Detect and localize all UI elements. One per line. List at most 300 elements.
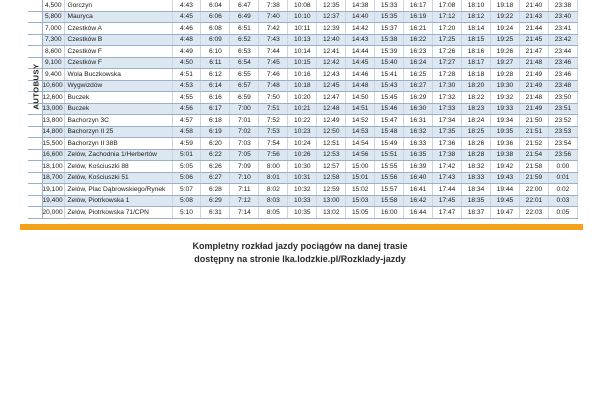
departure-time-cell: 15:57 [375, 184, 404, 196]
departure-time-cell: 16:29 [404, 92, 433, 104]
stop-name-cell: Gorczyn [64, 0, 172, 11]
stop-name-cell: Bachorzyn 3C [64, 115, 172, 127]
departure-time-cell: 17:33 [433, 103, 462, 115]
departure-time-cell: 16:27 [404, 80, 433, 92]
departure-time-cell: 15:47 [375, 115, 404, 127]
distance-cell: 13,800 [42, 115, 64, 127]
departure-time-cell: 15:46 [375, 103, 404, 115]
departure-time-cell: 0:03 [548, 195, 577, 207]
departure-time-cell: 19:42 [490, 161, 519, 173]
departure-time-cell: 6:20 [201, 138, 230, 150]
departure-time-cell: 13:02 [317, 207, 346, 219]
departure-time-cell: 12:51 [317, 138, 346, 150]
departure-time-cell: 7:02 [230, 126, 259, 138]
distance-cell: 15,500 [42, 138, 64, 150]
departure-time-cell: 4:56 [172, 103, 201, 115]
departure-time-cell: 15:05 [346, 207, 375, 219]
departure-time-cell: 16:00 [375, 207, 404, 219]
departure-time-cell: 17:30 [433, 80, 462, 92]
departure-time-cell: 17:08 [433, 0, 462, 11]
departure-time-cell: 18:20 [462, 80, 491, 92]
section-column-cell [28, 138, 42, 150]
departure-time-cell: 18:17 [462, 57, 491, 69]
departure-time-cell: 12:58 [317, 172, 346, 184]
timetable-table [28, 0, 578, 219]
departure-time-cell: 7:10 [230, 172, 259, 184]
departure-time-cell: 4:59 [172, 138, 201, 150]
departure-time-cell: 19:47 [490, 207, 519, 219]
departure-time-cell: 23:54 [548, 138, 577, 150]
distance-cell: 19,400 [42, 195, 64, 207]
departure-time-cell: 23:41 [548, 23, 577, 35]
distance-cell: 4,500 [42, 0, 64, 11]
departure-time-cell: 6:29 [201, 195, 230, 207]
departure-time-cell: 12:37 [317, 11, 346, 23]
departure-time-cell: 7:38 [259, 0, 288, 11]
section-column-cell [28, 161, 42, 173]
departure-time-cell: 14:52 [346, 115, 375, 127]
departure-time-cell: 15:48 [375, 126, 404, 138]
departure-time-cell: 0:00 [548, 161, 577, 173]
departure-time-cell: 5:06 [172, 172, 201, 184]
departure-time-cell: 19:27 [490, 57, 519, 69]
departure-time-cell: 6:17 [201, 103, 230, 115]
departure-time-cell: 16:41 [404, 184, 433, 196]
departure-time-cell: 12:42 [317, 57, 346, 69]
departure-time-cell: 15:02 [346, 184, 375, 196]
departure-time-cell: 22:00 [519, 184, 548, 196]
departure-time-cell: 6:14 [201, 80, 230, 92]
departure-time-cell: 7:45 [259, 57, 288, 69]
departure-time-cell: 17:35 [433, 126, 462, 138]
departure-time-cell: 6:18 [201, 115, 230, 127]
table-row [28, 34, 578, 46]
departure-time-cell: 7:05 [230, 149, 259, 161]
departure-time-cell: 14:56 [346, 149, 375, 161]
departure-time-cell: 14:45 [346, 57, 375, 69]
departure-time-cell: 19:26 [490, 46, 519, 58]
stop-name-cell: Czestków A [64, 23, 172, 35]
departure-time-cell: 6:08 [201, 23, 230, 35]
departure-time-cell: 17:36 [433, 138, 462, 150]
departure-time-cell: 0:05 [548, 207, 577, 219]
departure-time-cell: 18:23 [462, 103, 491, 115]
departure-time-cell: 23:52 [548, 115, 577, 127]
departure-time-cell: 23:40 [548, 11, 577, 23]
departure-time-cell: 10:11 [288, 23, 317, 35]
departure-time-cell: 15:39 [375, 46, 404, 58]
departure-time-cell: 4:57 [172, 115, 201, 127]
departure-time-cell: 16:42 [404, 195, 433, 207]
departure-time-cell: 15:51 [375, 149, 404, 161]
departure-time-cell: 19:28 [490, 69, 519, 81]
table-row [28, 0, 578, 11]
departure-time-cell: 19:33 [490, 103, 519, 115]
departure-time-cell: 15:00 [346, 161, 375, 173]
departure-time-cell: 21:43 [519, 11, 548, 23]
departure-time-cell: 14:42 [346, 23, 375, 35]
departure-time-cell: 12:43 [317, 69, 346, 81]
departure-time-cell: 17:43 [433, 172, 462, 184]
stop-name-cell: Buczek [64, 103, 172, 115]
section-column-cell [28, 149, 42, 161]
departure-time-cell: 4:55 [172, 92, 201, 104]
departure-time-cell: 4:50 [172, 57, 201, 69]
distance-cell: 19,100 [42, 184, 64, 196]
departure-time-cell: 10:13 [288, 34, 317, 46]
departure-time-cell: 18:18 [462, 69, 491, 81]
departure-time-cell: 19:36 [490, 138, 519, 150]
departure-time-cell: 18:32 [462, 161, 491, 173]
departure-time-cell: 8:01 [259, 172, 288, 184]
stop-name-cell: Czestków B [64, 34, 172, 46]
departure-time-cell: 14:44 [346, 46, 375, 58]
departure-time-cell: 21:49 [519, 80, 548, 92]
departure-time-cell: 14:40 [346, 11, 375, 23]
table-row [28, 172, 578, 184]
departure-time-cell: 23:50 [548, 92, 577, 104]
departure-time-cell: 21:49 [519, 69, 548, 81]
departure-time-cell: 15:41 [375, 69, 404, 81]
departure-time-cell: 23:38 [548, 0, 577, 11]
section-label [30, 58, 42, 118]
departure-time-cell: 19:35 [490, 126, 519, 138]
departure-time-cell: 21:59 [519, 172, 548, 184]
departure-time-cell: 17:20 [433, 23, 462, 35]
departure-time-cell: 5:07 [172, 184, 201, 196]
section-column-cell [28, 195, 42, 207]
departure-time-cell: 7:44 [259, 46, 288, 58]
departure-time-cell: 14:48 [346, 80, 375, 92]
departure-time-cell: 12:59 [317, 184, 346, 196]
departure-time-cell: 14:54 [346, 138, 375, 150]
departure-time-cell: 10:32 [288, 184, 317, 196]
stop-name-cell: Buczek [64, 92, 172, 104]
departure-time-cell: 10:22 [288, 115, 317, 127]
table-row [28, 126, 578, 138]
departure-time-cell: 7:43 [259, 34, 288, 46]
table-row [28, 207, 578, 219]
departure-time-cell: 10:23 [288, 126, 317, 138]
section-column-cell [28, 207, 42, 219]
departure-time-cell: 15:49 [375, 138, 404, 150]
distance-cell: 9,400 [42, 69, 64, 81]
departure-time-cell: 21:40 [519, 0, 548, 11]
departure-time-cell: 23:48 [548, 80, 577, 92]
departure-time-cell: 6:53 [230, 46, 259, 58]
departure-time-cell: 14:53 [346, 126, 375, 138]
departure-time-cell: 17:45 [433, 195, 462, 207]
accent-bar [20, 224, 583, 230]
departure-time-cell: 21:54 [519, 149, 548, 161]
stop-name-cell: Zelów, Kościuszki 51 [64, 172, 172, 184]
departure-time-cell: 10:33 [288, 195, 317, 207]
distance-cell: 18,100 [42, 161, 64, 173]
departure-time-cell: 6:19 [201, 126, 230, 138]
departure-time-cell: 18:24 [462, 115, 491, 127]
departure-time-cell: 4:46 [172, 23, 201, 35]
departure-time-cell: 10:10 [288, 11, 317, 23]
departure-time-cell: 14:38 [346, 0, 375, 11]
departure-time-cell: 17:26 [433, 46, 462, 58]
departure-time-cell: 7:09 [230, 161, 259, 173]
distance-cell: 14,800 [42, 126, 64, 138]
departure-time-cell: 19:32 [490, 92, 519, 104]
departure-time-cell: 15:01 [346, 172, 375, 184]
departure-time-cell: 6:11 [201, 57, 230, 69]
departure-time-cell: 18:33 [462, 172, 491, 184]
departure-time-cell: 4:53 [172, 80, 201, 92]
departure-time-cell: 19:44 [490, 184, 519, 196]
section-column-cell [28, 46, 42, 58]
departure-time-cell: 5:05 [172, 161, 201, 173]
departure-time-cell: 6:59 [230, 92, 259, 104]
departure-time-cell: 19:22 [490, 11, 519, 23]
departure-time-cell: 19:38 [490, 149, 519, 161]
departure-time-cell: 12:57 [317, 161, 346, 173]
departure-time-cell: 17:47 [433, 207, 462, 219]
section-column-cell [28, 11, 42, 23]
departure-time-cell: 15:40 [375, 57, 404, 69]
departure-time-cell: 7:14 [230, 207, 259, 219]
distance-cell: 16,600 [42, 149, 64, 161]
footer-line-1: Kompletny rozkład jazdy pociągów na danej trasie [192, 241, 408, 251]
departure-time-cell: 19:25 [490, 34, 519, 46]
departure-time-cell: 18:25 [462, 126, 491, 138]
departure-time-cell: 7:01 [230, 115, 259, 127]
departure-time-cell: 16:30 [404, 103, 433, 115]
departure-time-cell: 12:40 [317, 34, 346, 46]
departure-time-cell: 12:50 [317, 126, 346, 138]
table-row [28, 161, 578, 173]
distance-cell: 5,800 [42, 11, 64, 23]
stop-name-cell: Czestków F [64, 57, 172, 69]
section-column-cell [28, 34, 42, 46]
departure-time-cell: 19:18 [490, 0, 519, 11]
departure-time-cell: 4:58 [172, 126, 201, 138]
distance-cell: 12,600 [42, 92, 64, 104]
section-column-cell [28, 23, 42, 35]
departure-time-cell: 7:52 [259, 115, 288, 127]
departure-time-cell: 6:52 [230, 34, 259, 46]
departure-time-cell: 18:26 [462, 138, 491, 150]
departure-time-cell: 6:49 [230, 11, 259, 23]
departure-time-cell: 17:44 [433, 184, 462, 196]
departure-time-cell: 10:16 [288, 69, 317, 81]
departure-time-cell: 10:30 [288, 161, 317, 173]
departure-time-cell: 6:55 [230, 69, 259, 81]
departure-time-cell: 23:53 [548, 126, 577, 138]
departure-time-cell: 12:41 [317, 46, 346, 58]
departure-time-cell: 16:23 [404, 46, 433, 58]
table-row [28, 115, 578, 127]
footer-line-2[interactable]: dostępny na stronie lka.lodzkie.pl/Rozklady-jazdy [194, 254, 406, 264]
departure-time-cell: 16:35 [404, 149, 433, 161]
departure-time-cell: 10:08 [288, 0, 317, 11]
departure-time-cell: 15:43 [375, 80, 404, 92]
departure-time-cell: 10:21 [288, 103, 317, 115]
departure-time-cell: 21:51 [519, 126, 548, 138]
departure-time-cell: 17:42 [433, 161, 462, 173]
departure-time-cell: 15:03 [346, 195, 375, 207]
departure-time-cell: 13:00 [317, 195, 346, 207]
departure-time-cell: 21:49 [519, 103, 548, 115]
section-column-cell [28, 172, 42, 184]
departure-time-cell: 6:04 [201, 0, 230, 11]
departure-time-cell: 16:31 [404, 115, 433, 127]
departure-time-cell: 6:47 [230, 0, 259, 11]
departure-time-cell: 18:12 [462, 11, 491, 23]
departure-time-cell: 12:48 [317, 103, 346, 115]
departure-time-cell: 16:24 [404, 57, 433, 69]
distance-cell: 7,000 [42, 23, 64, 35]
departure-time-cell: 19:24 [490, 23, 519, 35]
departure-time-cell: 14:46 [346, 69, 375, 81]
table-row [28, 23, 578, 35]
departure-time-cell: 10:20 [288, 92, 317, 104]
departure-time-cell: 17:27 [433, 57, 462, 69]
departure-time-cell: 19:45 [490, 195, 519, 207]
departure-time-cell: 15:35 [375, 11, 404, 23]
departure-time-cell: 6:57 [230, 80, 259, 92]
departure-time-cell: 17:25 [433, 34, 462, 46]
departure-time-cell: 17:12 [433, 11, 462, 23]
departure-time-cell: 18:37 [462, 207, 491, 219]
departure-time-cell: 23:44 [548, 46, 577, 58]
departure-time-cell: 23:42 [548, 34, 577, 46]
departure-time-cell: 23:46 [548, 57, 577, 69]
departure-time-cell: 16:25 [404, 69, 433, 81]
departure-time-cell: 17:34 [433, 115, 462, 127]
table-row [28, 57, 578, 69]
departure-time-cell: 18:34 [462, 184, 491, 196]
table-row [28, 11, 578, 23]
departure-time-cell: 23:56 [548, 149, 577, 161]
departure-time-cell: 6:22 [201, 149, 230, 161]
departure-time-cell: 19:30 [490, 80, 519, 92]
departure-time-cell: 18:28 [462, 149, 491, 161]
departure-time-cell: 22:03 [519, 207, 548, 219]
departure-time-cell: 16:19 [404, 11, 433, 23]
departure-time-cell: 21:58 [519, 161, 548, 173]
departure-time-cell: 23:51 [548, 103, 577, 115]
stop-name-cell: Zelów, Piotrkowska 1 [64, 195, 172, 207]
stop-name-cell: Zelów, Kościuszki 88 [64, 161, 172, 173]
departure-time-cell: 18:35 [462, 195, 491, 207]
departure-time-cell: 4:48 [172, 34, 201, 46]
departure-time-cell: 8:03 [259, 195, 288, 207]
departure-time-cell: 10:35 [288, 207, 317, 219]
departure-time-cell: 6:09 [201, 34, 230, 46]
departure-time-cell: 16:44 [404, 207, 433, 219]
departure-time-cell: 12:47 [317, 92, 346, 104]
departure-time-cell: 15:38 [375, 34, 404, 46]
stop-name-cell: Mauryca [64, 11, 172, 23]
table-row [28, 149, 578, 161]
departure-time-cell: 16:40 [404, 172, 433, 184]
departure-time-cell: 7:03 [230, 138, 259, 150]
departure-time-cell: 5:10 [172, 207, 201, 219]
departure-time-cell: 6:27 [201, 172, 230, 184]
departure-time-cell: 10:31 [288, 172, 317, 184]
departure-time-cell: 6:31 [201, 207, 230, 219]
departure-time-cell: 6:28 [201, 184, 230, 196]
departure-time-cell: 16:32 [404, 126, 433, 138]
departure-time-cell: 15:45 [375, 92, 404, 104]
section-label-text: AUTOBUSY [31, 63, 41, 110]
departure-time-cell: 4:49 [172, 46, 201, 58]
departure-time-cell: 17:28 [433, 69, 462, 81]
departure-time-cell: 21:48 [519, 57, 548, 69]
departure-time-cell: 6:16 [201, 92, 230, 104]
distance-cell: 18,700 [42, 172, 64, 184]
timetable [28, 0, 578, 219]
departure-time-cell: 21:50 [519, 115, 548, 127]
departure-time-cell: 12:53 [317, 149, 346, 161]
departure-time-cell: 7:54 [259, 138, 288, 150]
table-row [28, 80, 578, 92]
departure-time-cell: 7:56 [259, 149, 288, 161]
departure-time-cell: 12:49 [317, 115, 346, 127]
departure-time-cell: 7:50 [259, 92, 288, 104]
departure-time-cell: 21:44 [519, 23, 548, 35]
departure-time-cell: 7:51 [259, 103, 288, 115]
departure-time-cell: 7:12 [230, 195, 259, 207]
departure-time-cell: 4:45 [172, 11, 201, 23]
departure-time-cell: 8:02 [259, 184, 288, 196]
stop-name-cell: Bachorzyn II 25 [64, 126, 172, 138]
departure-time-cell: 18:10 [462, 0, 491, 11]
departure-time-cell: 18:22 [462, 92, 491, 104]
table-row [28, 69, 578, 81]
departure-time-cell: 4:43 [172, 0, 201, 11]
departure-time-cell: 21:52 [519, 138, 548, 150]
departure-time-cell: 14:43 [346, 34, 375, 46]
departure-time-cell: 7:48 [259, 80, 288, 92]
departure-time-cell: 15:55 [375, 161, 404, 173]
departure-time-cell: 16:39 [404, 161, 433, 173]
departure-time-cell: 7:11 [230, 184, 259, 196]
distance-cell: 9,100 [42, 57, 64, 69]
distance-cell: 10,600 [42, 80, 64, 92]
distance-cell: 20,000 [42, 207, 64, 219]
departure-time-cell: 19:34 [490, 115, 519, 127]
departure-time-cell: 17:32 [433, 92, 462, 104]
departure-time-cell: 6:54 [230, 57, 259, 69]
section-column-cell [28, 184, 42, 196]
table-row [28, 138, 578, 150]
departure-time-cell: 18:16 [462, 46, 491, 58]
departure-time-cell: 7:42 [259, 23, 288, 35]
departure-time-cell: 18:14 [462, 23, 491, 35]
distance-cell: 8,600 [42, 46, 64, 58]
departure-time-cell: 15:37 [375, 23, 404, 35]
table-row [28, 103, 578, 115]
stop-name-cell: Zelów, Zachodnia 1/Herbertów [64, 149, 172, 161]
table-row [28, 184, 578, 196]
departure-time-cell: 6:26 [201, 161, 230, 173]
departure-time-cell: 0:01 [548, 172, 577, 184]
stop-name-cell: Wola Buczkowska [64, 69, 172, 81]
departure-time-cell: 7:46 [259, 69, 288, 81]
departure-time-cell: 10:14 [288, 46, 317, 58]
departure-time-cell: 16:33 [404, 138, 433, 150]
departure-time-cell: 8:05 [259, 207, 288, 219]
departure-time-cell: 8:00 [259, 161, 288, 173]
departure-time-cell: 7:40 [259, 11, 288, 23]
stop-name-cell: Zelów, Plac Dąbrowskiego/Rynek [64, 184, 172, 196]
departure-time-cell: 12:39 [317, 23, 346, 35]
